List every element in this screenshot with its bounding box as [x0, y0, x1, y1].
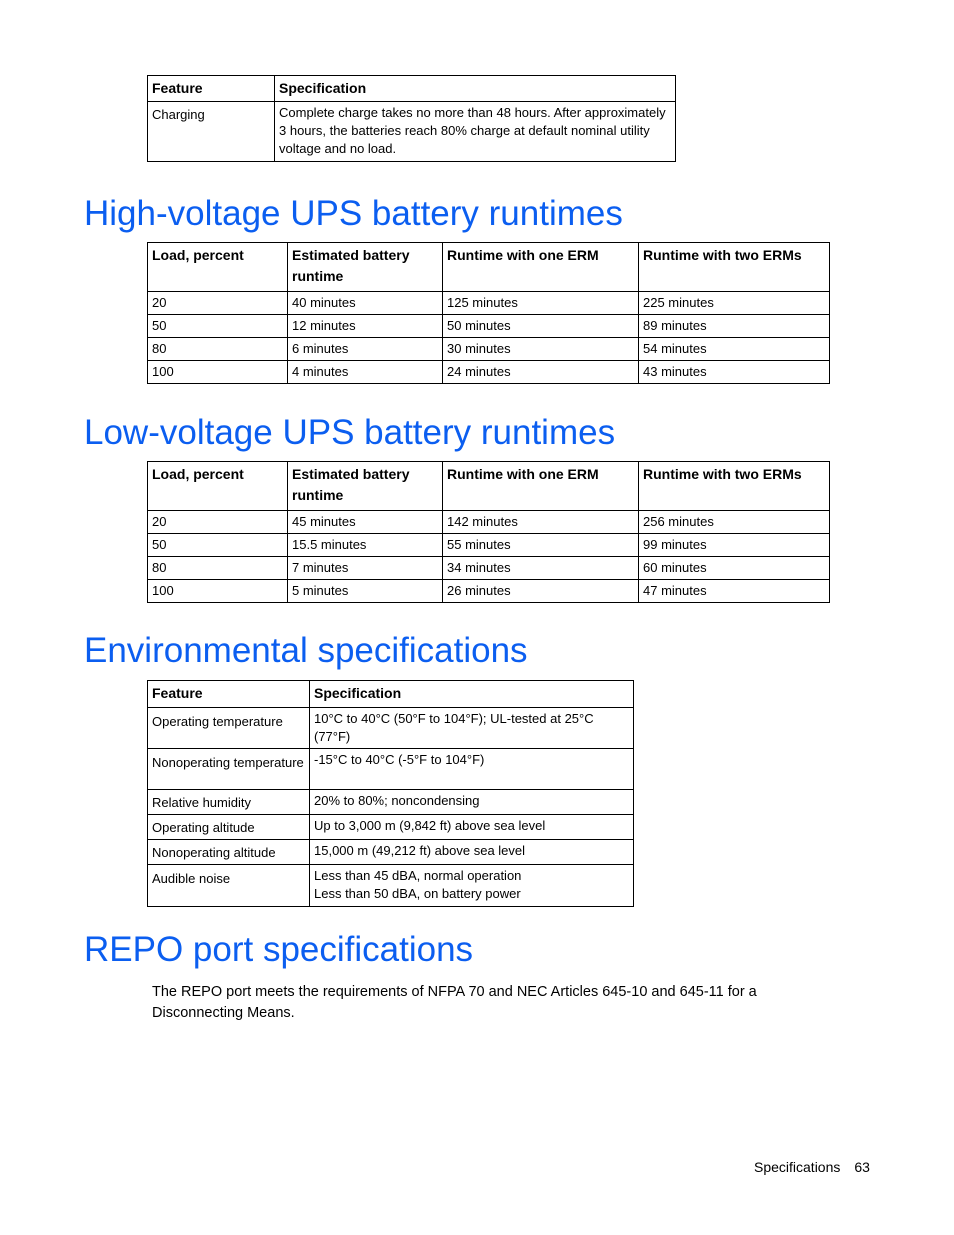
section-title-environmental: Environmental specifications [84, 631, 528, 670]
table-row [148, 511, 830, 534]
table-cell: 15.5 minutes [288, 534, 443, 557]
table-cell: 125 minutes [443, 292, 639, 315]
table-cell: 60 minutes [639, 557, 830, 580]
repo-description: The REPO port meets the requirements of NFPA 70 and NEC Articles 645-10 and 645-11 for a Disconnecting Means. [152, 984, 757, 1021]
table-cell: Relative humidity [148, 790, 310, 815]
table-cell: 99 minutes [639, 534, 830, 557]
table-row [148, 840, 634, 865]
page-footer [754, 1157, 870, 1177]
table-cell: 47 minutes [639, 580, 830, 603]
table-row [148, 361, 830, 384]
table-row [148, 315, 830, 338]
table-cell: 12 minutes [288, 315, 443, 338]
section-title-repo: REPO port specifications [84, 930, 474, 969]
table-cell: 10°C to 40°C (50°F to 104°F); UL-tested at 25°C (77°F) [310, 708, 634, 749]
table-row [148, 708, 634, 749]
table-cell: 50 [148, 534, 288, 557]
high-voltage-runtime-table [147, 242, 830, 384]
table-row [148, 338, 830, 361]
table-cell: 142 minutes [443, 511, 639, 534]
table-cell: 54 minutes [639, 338, 830, 361]
table-cell: Nonoperating altitude [148, 840, 310, 865]
table-header-row [148, 681, 634, 708]
table-cell: Charging [148, 102, 275, 162]
table-row [148, 557, 830, 580]
table-row [148, 534, 830, 557]
table-row [148, 292, 830, 315]
table-cell: 55 minutes [443, 534, 639, 557]
table-cell: 5 minutes [288, 580, 443, 603]
table-header-row [148, 462, 830, 511]
table-row [148, 815, 634, 840]
table-cell: 7 minutes [288, 557, 443, 580]
table-row [148, 102, 676, 162]
table-cell: 20 [148, 511, 288, 534]
table-cell: 20% to 80%; noncondensing [310, 790, 634, 815]
table-cell: 256 minutes [639, 511, 830, 534]
table-cell: 43 minutes [639, 361, 830, 384]
table-header-cell: Runtime with two ERMs [639, 243, 830, 292]
table-header-cell: Feature [148, 681, 310, 708]
table-cell: 50 [148, 315, 288, 338]
table-header-cell: Runtime with one ERM [443, 462, 639, 511]
table-cell: Operating temperature [148, 708, 310, 749]
table-cell: Less than 45 dBA, normal operation Less than 50 dBA, on battery power [310, 865, 634, 907]
section-title-low-voltage: Low-voltage UPS battery runtimes [84, 413, 616, 452]
table-cell: 50 minutes [443, 315, 639, 338]
table-header-cell: Load, percent [148, 243, 288, 292]
table-cell: Audible noise [148, 865, 310, 907]
table-cell: 15,000 m (49,212 ft) above sea level [310, 840, 634, 865]
table-cell: 6 minutes [288, 338, 443, 361]
table-header-cell: Runtime with two ERMs [639, 462, 830, 511]
table-cell: 80 [148, 557, 288, 580]
table-cell: 4 minutes [288, 361, 443, 384]
table-cell: 26 minutes [443, 580, 639, 603]
table-header-row [148, 243, 830, 292]
table-header-cell: Runtime with one ERM [443, 243, 639, 292]
section-title-high-voltage: High-voltage UPS battery runtimes [84, 194, 623, 233]
table-header-row [148, 76, 676, 102]
table-cell: 45 minutes [288, 511, 443, 534]
table-cell: 24 minutes [443, 361, 639, 384]
environmental-spec-table [147, 680, 634, 907]
table-header-cell: Specification [275, 76, 676, 102]
table-cell: 30 minutes [443, 338, 639, 361]
table-cell: 80 [148, 338, 288, 361]
table-header-cell: Specification [310, 681, 634, 708]
table-row [148, 790, 634, 815]
charging-table [147, 75, 676, 162]
footer-section-label: Specifications [754, 1159, 841, 1175]
table-cell: 225 minutes [639, 292, 830, 315]
table-cell: Operating altitude [148, 815, 310, 840]
table-cell: 34 minutes [443, 557, 639, 580]
table-cell: Nonoperating temperature [148, 749, 310, 790]
table-row [148, 865, 634, 907]
table-row [148, 749, 634, 790]
table-header-cell: Load, percent [148, 462, 288, 511]
table-row [148, 580, 830, 603]
table-header-cell: Estimated battery runtime [288, 462, 443, 511]
table-cell: -15°C to 40°C (-5°F to 104°F) [310, 749, 634, 790]
table-cell: 40 minutes [288, 292, 443, 315]
table-cell: 100 [148, 361, 288, 384]
table-cell: 89 minutes [639, 315, 830, 338]
table-cell: Complete charge takes no more than 48 hours. After approximately 3 hours, the batteries reach 80% charge at default nominal utility voltage and no load. [275, 102, 676, 162]
low-voltage-runtime-table [147, 461, 830, 603]
page-number: 63 [854, 1159, 870, 1175]
table-header-cell: Estimated battery runtime [288, 243, 443, 292]
table-cell: 100 [148, 580, 288, 603]
table-header-cell: Feature [148, 76, 275, 102]
table-cell: 20 [148, 292, 288, 315]
table-cell: Up to 3,000 m (9,842 ft) above sea level [310, 815, 634, 840]
